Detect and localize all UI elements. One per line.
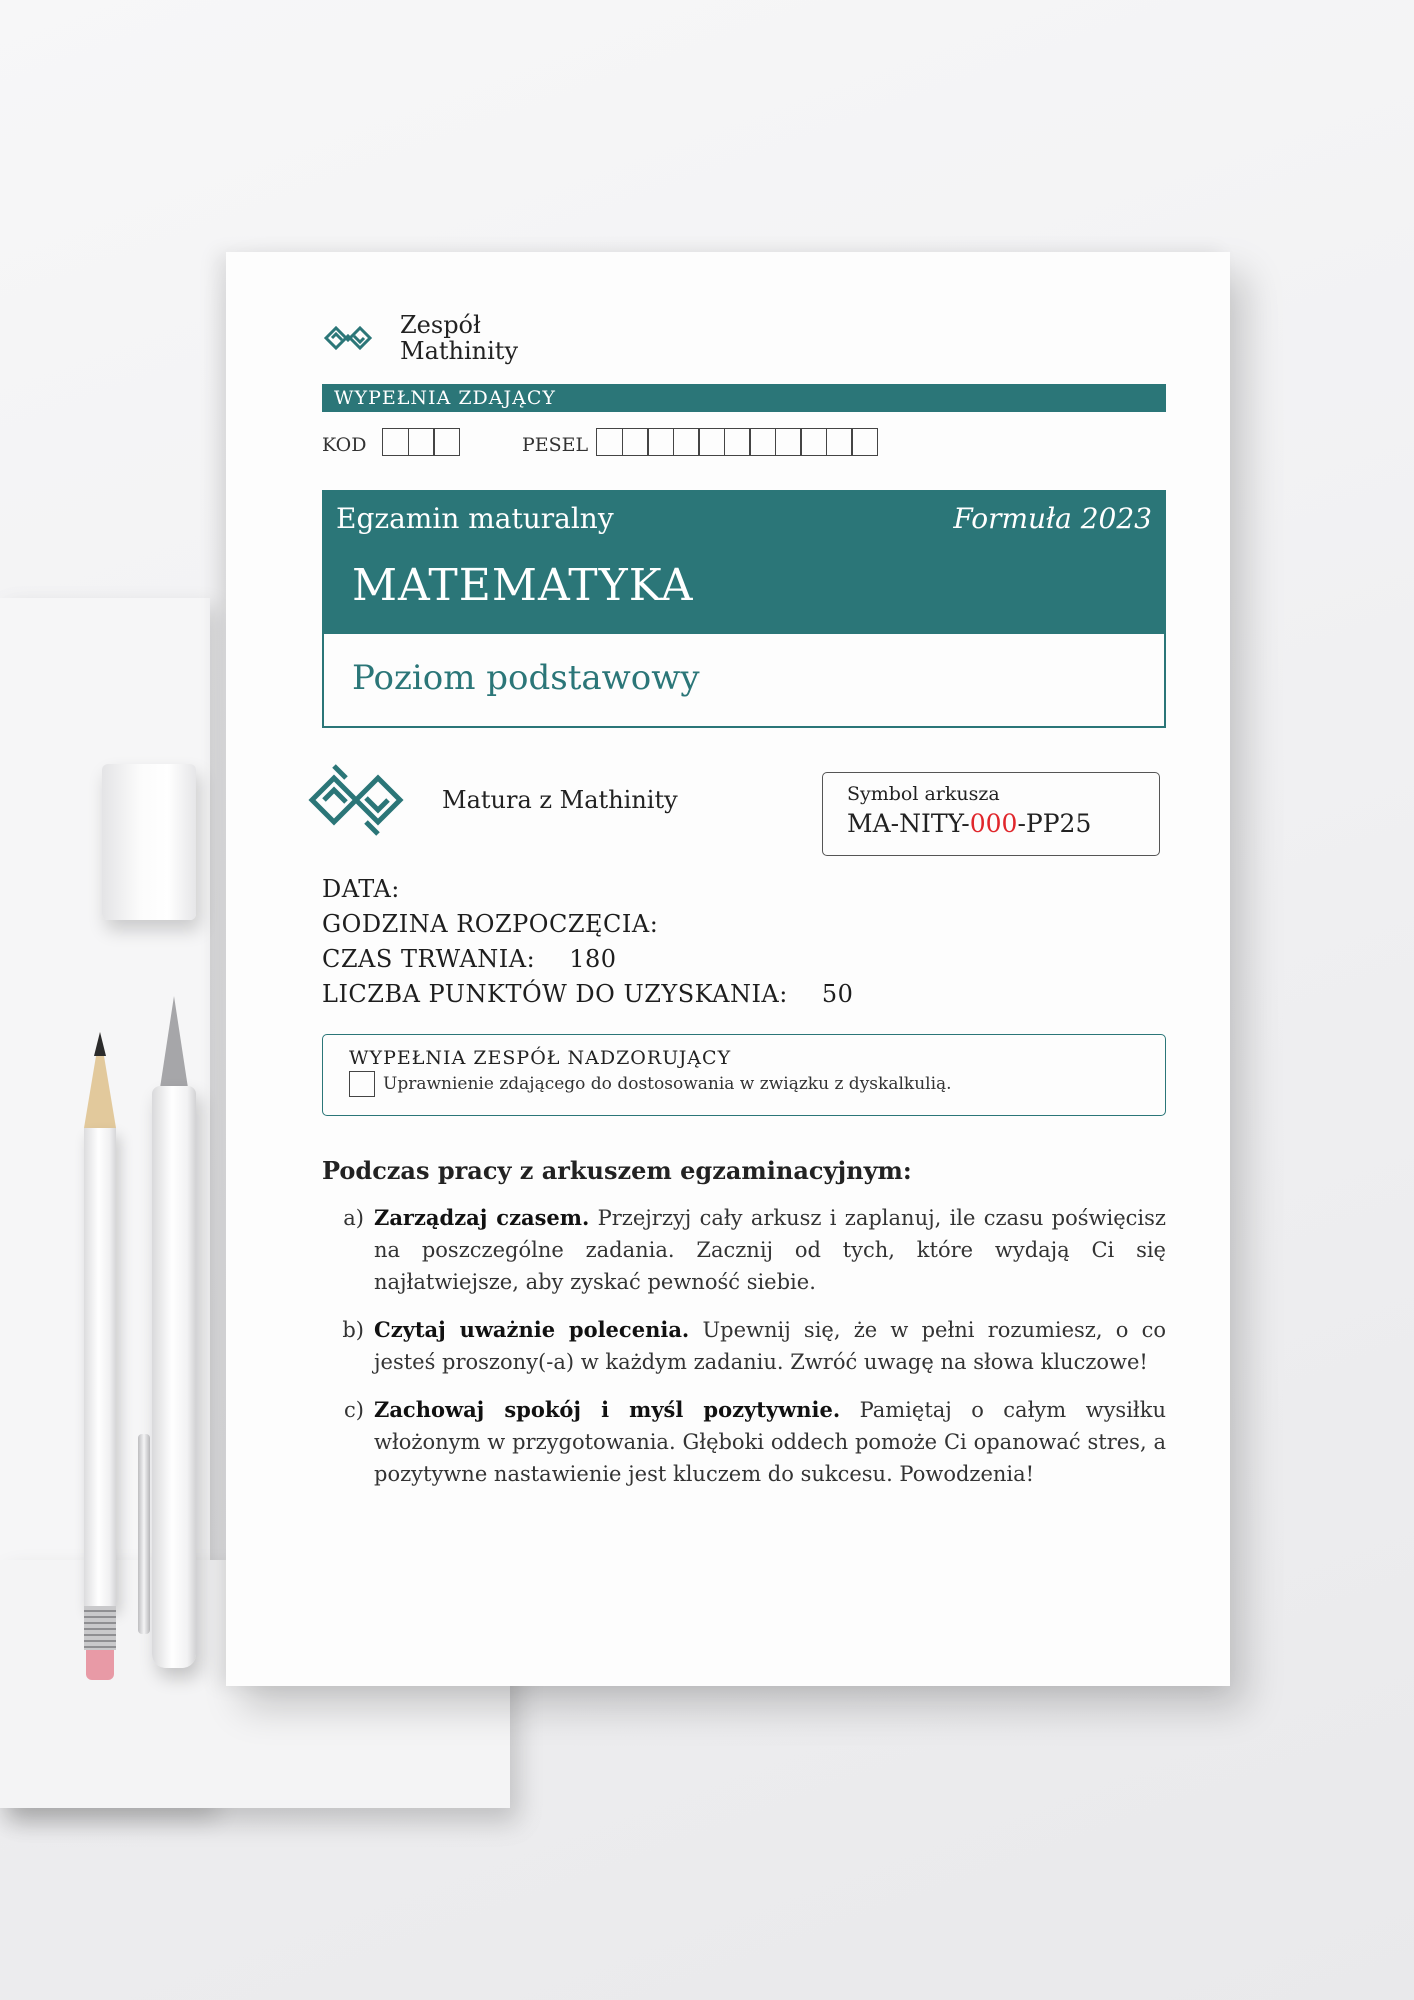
matura-branding [306,762,678,838]
pencil-eraser [86,1650,114,1680]
digit-box[interactable] [647,428,674,456]
kod-label: KOD [322,434,367,456]
header-logo [322,312,518,364]
tip-bold: Czytaj uważnie polecenia. [374,1317,690,1342]
exam-sheet [226,252,1230,1686]
tip-text [374,1202,1166,1298]
candidate-id-row [322,422,1166,462]
exam-title-block [322,490,1166,728]
tips-heading: Podczas pracy z arkuszem egzaminacyjnym: [322,1156,912,1185]
symbol-suffix: -PP25 [1017,809,1092,838]
points-row [322,977,853,1012]
tip-letter: a) [343,1206,364,1230]
symbol-prefix: MA-NITY- [847,809,970,838]
start-label: GODZINA ROZPOCZĘCIA: [322,910,659,938]
symbol-highlight: 000 [969,809,1018,838]
pencil-lead [94,1032,106,1056]
mathinity-logo-icon [322,318,374,358]
digit-box[interactable] [433,428,460,456]
date-row [322,872,853,907]
digit-box[interactable] [826,428,853,456]
tip-body: Przejrzyj cały arkusz i zaplanuj, ile czasu poświęcisz na poszczególne zadania. Zacznij od tych, które wydają Ci się najłatwiejsze, aby zyskać pewność siebie. [374,1206,1166,1294]
candidate-fill-bar: WYPEŁNIA ZDAJĄCY [322,384,1166,412]
duration-row [322,942,853,977]
supervisor-title: WYPEŁNIA ZESPÓŁ NADZORUJĄCY [349,1047,732,1069]
logo-text [400,312,518,364]
kod-boxes[interactable] [382,428,459,456]
exam-title-header [324,492,1164,634]
tip-letter: b) [342,1318,364,1342]
digit-box[interactable] [408,428,435,456]
exam-type: Egzamin maturalny [336,502,614,535]
logo-line-1: Zespół [400,311,481,339]
tip-item [322,1394,1166,1490]
digit-box[interactable] [673,428,700,456]
symbol-label: Symbol arkusza [847,783,1000,805]
duration-value: 180 [569,945,617,973]
exam-formula: Formuła 2023 [953,502,1152,535]
tip-text [374,1314,1166,1378]
digit-box[interactable] [775,428,802,456]
exam-level: Poziom podstawowy [352,658,700,698]
digit-box[interactable] [596,428,623,456]
exam-subject: MATEMATYKA [352,560,694,611]
digit-box[interactable] [382,428,409,456]
date-label: DATA: [322,875,400,903]
pen-body [152,1086,196,1668]
tip-item [322,1202,1166,1298]
pen-clip [138,1434,150,1634]
tip-body: Upewnij się, że w pełni rozumiesz, o co jesteś proszony(-a) w każdym zadaniu. Zwróć uwagę na słowa kluczowe! [374,1318,1166,1374]
digit-box[interactable] [851,428,878,456]
mathinity-large-logo-icon [306,762,406,838]
exam-info [322,872,853,1012]
tip-body: Pamiętaj o całym wysiłku włożonym w przygotowania. Głęboki oddech pomoże Ci opanować stres, a pozytywne nastawienie jest kluczem do sukcesu. Powodzenia! [374,1398,1166,1486]
matura-label: Matura z Mathinity [442,786,678,814]
digit-box[interactable] [698,428,725,456]
points-value: 50 [821,980,854,1008]
pesel-boxes[interactable] [596,428,877,456]
supervisor-checkbox-row [349,1071,1139,1097]
pencil-body [84,1128,116,1606]
tips-list [322,1202,1166,1506]
logo-line-2: Mathinity [400,337,518,365]
eraser [102,764,196,920]
digit-box[interactable] [724,428,751,456]
digit-box[interactable] [749,428,776,456]
supervisor-box [322,1034,1166,1116]
tip-bold: Zachowaj spokój i myśl pozytywnie. [374,1397,841,1422]
symbol-value [847,809,1135,838]
pesel-label: PESEL [522,434,589,456]
duration-label: CZAS TRWANIA: [322,945,536,973]
digit-box[interactable] [800,428,827,456]
tip-text [374,1394,1166,1490]
pencil-ferrule [84,1606,116,1650]
tip-item [322,1314,1166,1378]
points-label: LICZBA PUNKTÓW DO UZYSKANIA: [322,980,788,1008]
sheet-symbol-box [822,772,1160,856]
start-row [322,907,853,942]
digit-box[interactable] [622,428,649,456]
dyscalculia-checkbox[interactable] [349,1071,375,1097]
pen-tip [160,996,188,1088]
tip-bold: Zarządzaj czasem. [374,1205,590,1230]
tip-letter: c) [344,1398,364,1422]
dyscalculia-label: Uprawnienie zdającego do dostosowania w związku z dyskalkulią. [383,1074,952,1094]
